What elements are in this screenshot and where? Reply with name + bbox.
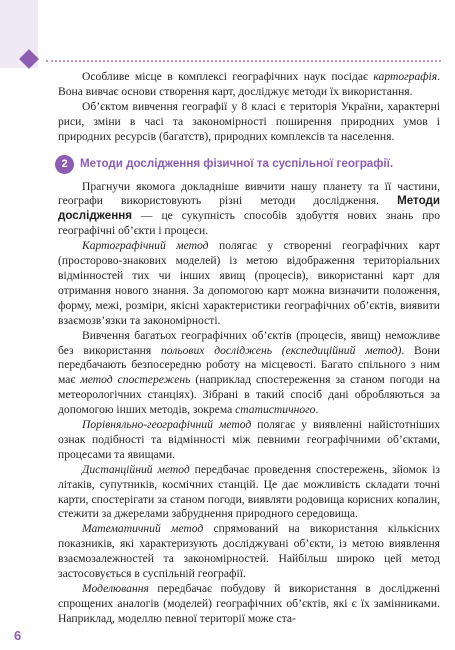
paragraph-remote-method [58, 463, 440, 523]
top-dotted-rule [46, 60, 441, 62]
term-cartographic-method: Картографічний метод [82, 239, 209, 253]
term-comparative-method: Порівняльно-географічний метод [82, 418, 252, 432]
text-run: . [315, 403, 319, 417]
paragraph-object: Об’єктом вивчення географії у 8 класі є територія України, характерні риси, зміни в часі та закономірності поширення природних умов і природних ресурсів (багатств), природних комплексів та населення. [58, 99, 440, 143]
paragraph-methods-intro [58, 180, 440, 240]
text-run: передбачає проведення спостережень, зйомок із літаків, супутників, космічних станцій. Це дає можливість складати точні карти, спостерігати за станом погоди, виявляти родовища корисних копалин, стежити за джерелами забруднення природного середовища. [58, 462, 440, 521]
paragraph-math-method [58, 522, 440, 582]
term-remote-method: Дистанційний метод [82, 462, 190, 476]
text-run: . Вони передбачають безпосередню роботу на місцевості. Багато спільного з ним має [58, 343, 440, 387]
section-heading [55, 155, 440, 174]
text-run: полягає у створенні географічних карт (просторово-знакових моделей) із метою відображення територіальних відмінностей тих чи інших явищ (процесів), використанні карт для отримання нового знання. За допомогою карт можна визначити положення, форму, межі, розміри, якісні характеристики географічних об’єктів, виявити взаємозв’язки та закономірності. [58, 239, 440, 327]
text-run: передбачає побудову й використання в дослідженні спрощених аналогів (моделей) географічних об’єктів, які є їх замінниками. Наприклад, моделлю певної території може ста- [58, 582, 440, 625]
text-run: Вивчення багатьох географічних об’єктів (процесів, явищ) неможливе без використання [58, 328, 440, 357]
term-observation-method: метод спостережень [80, 373, 191, 387]
text-run: — це сукупність способів здобуття нових знань про географічні об’єкти і процеси. [58, 209, 440, 238]
term-math-method: Математичний метод [82, 522, 204, 536]
text-run: Особливе місце в комплексі географічних наук посідає [82, 70, 374, 83]
section-title: Методи дослідження фізичної та суспільної географії. [80, 156, 394, 170]
paragraph-modeling [58, 582, 440, 627]
page-content [58, 70, 440, 627]
paragraph-field-research [58, 329, 440, 418]
section-number-badge: 2 [55, 155, 74, 174]
paragraph-cartography [58, 70, 440, 100]
term-field-research: польових досліджень (експедиційний метод) [161, 343, 402, 357]
text-run: спрямований на використання кількісних показників, які характеризують досліджувані об’єкти, із метою виявлення взаємозалежностей та закономірностей. Найбільш широко цей метод застосовується в суспільній географії. [58, 522, 440, 581]
term-statistical: статистичного [235, 403, 316, 417]
text-run: Прагнучи якомога докладніше вивчити нашу планету та її частини, географи використовують різні методи дослідження. [58, 179, 440, 208]
term-cartography: картографія [373, 70, 438, 83]
paragraph-comparative-method [58, 418, 440, 463]
term-methods: Методи дослідження [58, 194, 440, 223]
page-number: 6 [14, 628, 22, 643]
paragraph-cartographic-method [58, 239, 440, 328]
text-run: . Вона вивчає основи створення карт, досліджує методи їх використання. [58, 70, 440, 98]
text-run: (наприклад спостереження за станом погоди на метеорологічних станціях). Зібрані в такий спосіб дані обробляються за допомогою інших методів, зокрема [58, 373, 440, 417]
text-run: полягає у виявленні найістотніших ознак подібності та відмінності між певними географічними об’єктами, процесами та явищами. [58, 418, 440, 461]
term-modeling: Моделювання [82, 582, 149, 595]
